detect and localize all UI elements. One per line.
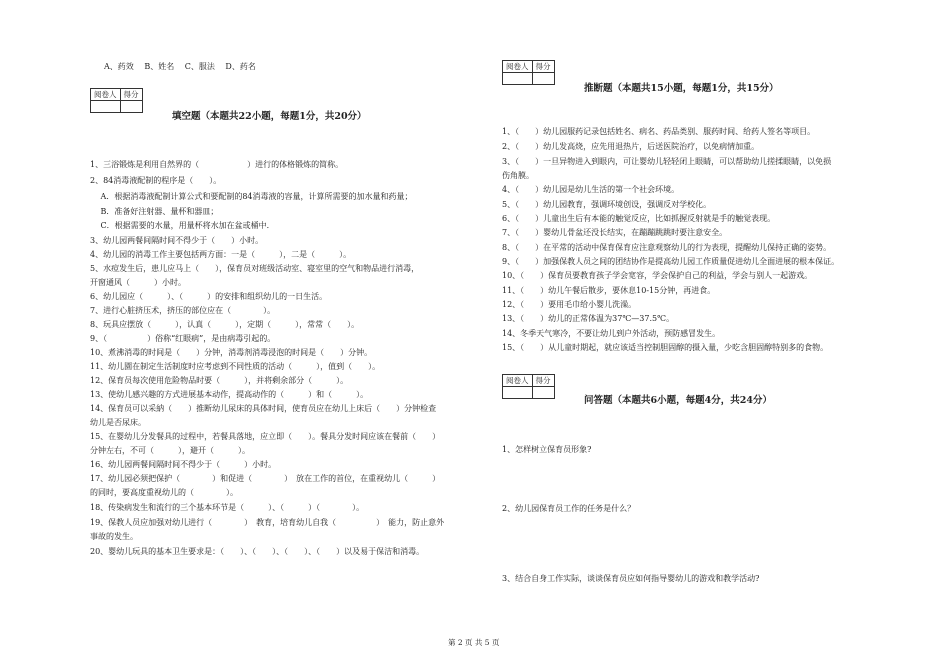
fill-blank-line: 19、保教人员应加强对幼儿进行（ ） 教育，培育幼儿自我（ ） 能力，防止意外 bbox=[90, 518, 445, 527]
fill-blank-line: 分钟左右，不可（ ），避开（ ）。 bbox=[90, 446, 250, 455]
judge-line: 1、（ ）幼儿园服药记录包括姓名、病名、药品类别、服药时间、给药人签名等项目。 bbox=[502, 127, 816, 136]
judge-line: 8、（ ）在平常的活动中保育保育应注意观察幼儿的行为表现，提醒幼儿保持正确的姿势。 bbox=[502, 243, 832, 252]
judge-title: 推断题（本题共15小题，每题1分，共15分） bbox=[584, 83, 779, 94]
fill-blank-line: 4、幼儿园的消毒工作主要包括两方面：一是（ ），二是（ ）。 bbox=[90, 250, 352, 259]
top-options: A、药效 B、姓名 C、服法 D、药名 bbox=[104, 62, 256, 71]
fill-blank-line: 事故的发生。 bbox=[90, 532, 138, 541]
fill-blank-line: 12、保育员每次使用危险物品时要（ ），并将剩余部分（ ）。 bbox=[90, 376, 349, 385]
reviewer-label: 阅卷人 bbox=[503, 375, 533, 387]
score-box-judge bbox=[502, 60, 555, 85]
fill-blank-line: C．根据需要的水量，用量杯将水加在盆或桶中． bbox=[90, 221, 275, 230]
score-label: 得分 bbox=[120, 89, 142, 101]
fill-blank-line: 14、保育员可以采納（ ）推断幼儿尿床的具体时间，使育员应在幼儿上床后（ ）分钟检查 bbox=[90, 404, 437, 413]
judge-line: 7、（ ）婴幼儿骨盆还没长结实，在蹦蹦跳跳时要注意安全。 bbox=[502, 228, 728, 237]
fill-blank-line: 的同时，要高度重视幼儿的（ ）。 bbox=[90, 488, 238, 497]
judge-line: 伤角膜。 bbox=[502, 171, 534, 180]
fill-blank-line: 16、幼儿园两餐间隔时间不得少于（ ）小时。 bbox=[90, 460, 277, 469]
fill-blank-line: 开窗通风（ ）小时。 bbox=[90, 278, 186, 287]
fill-blank-line: 5、水痘发生后，患儿应马上（ ），保育员对班级活动室、寝室里的空气和物品进行消毒， bbox=[90, 264, 420, 273]
judge-line: 3、（ ）一旦异物进入到眼内，可让婴幼儿轻轻闭上眼睛，可以帮助幼儿搓揉眼睛，以免损 bbox=[502, 157, 832, 166]
score-cell bbox=[120, 101, 142, 113]
qa-title: 问答题（本题共6小题，每题4分，共24分） bbox=[584, 395, 772, 406]
judge-line: 15、（ ）从儿童时期起，就应该适当控制胆固醇的摄入量，少吃含胆固醇特别多的食物。 bbox=[502, 343, 829, 352]
fill-blank-line: 10、煮沸消毒的时间是（ ）分钟，消毒剂消毒浸泡的时间是（ ）分钟。 bbox=[90, 348, 373, 357]
fill-blank-line: A．根据消毒液配制计算公式和要配制的84消毒液的容量，计算所需要的加水量和药量； bbox=[90, 192, 413, 201]
reviewer-label: 阅卷人 bbox=[503, 61, 533, 73]
score-label: 得分 bbox=[532, 61, 554, 73]
judge-line: 11、（ ）幼儿午餐后散步，要休息10-15分钟，再进食。 bbox=[502, 286, 716, 295]
fill-blank-line: 1、三浴锻炼是利用自然界的（ ）进行的体格锻炼的简称。 bbox=[90, 160, 344, 169]
judge-line: 6、（ ）儿童出生后有本能的触觉反应，比如抓握反射就是手的触觉表现。 bbox=[502, 214, 776, 223]
score-cell bbox=[532, 73, 554, 85]
reviewer-cell bbox=[91, 101, 121, 113]
judge-line: 10、（ ）保育员要教育孩子学会宽容，学会保护自己的利益，学会与别人一起游戏。 bbox=[502, 271, 813, 280]
reviewer-cell bbox=[503, 387, 533, 399]
fill-blank-line: B．准备好注射器、量杯和器皿； bbox=[90, 207, 219, 216]
fill-blank-title: 填空题（本题共22小题，每题1分，共20分） bbox=[172, 111, 367, 122]
qa-question: 2、幼儿园保育员工作的任务是什么？ bbox=[502, 504, 636, 513]
qa-question: 1、怎样树立保育员形象? bbox=[502, 445, 592, 454]
fill-blank-line: 幼儿是否尿床。 bbox=[90, 418, 146, 427]
fill-blank-line: 3、幼儿园两餐间隔时间不得少于（ ）小时。 bbox=[90, 236, 264, 245]
qa-question: 3、结合自身工作实际，谈谈保育员应如何指导婴幼儿的游戏和教学活动? bbox=[502, 574, 760, 583]
judge-line: 4、（ ）幼儿园是幼儿生活的第一个社会环境。 bbox=[502, 185, 680, 194]
fill-blank-line: 6、幼儿园应（ ）、（ ）的安排和组织幼儿的一日生活。 bbox=[90, 292, 328, 301]
judge-line: 5、（ ）幼儿园教育，强调环境创设，强调反对学校化。 bbox=[502, 200, 712, 209]
score-box-fill-blank bbox=[90, 88, 143, 113]
judge-line: 12、（ ）要用毛巾给小婴儿洗澡。 bbox=[502, 300, 637, 309]
judge-line: 9、（ ）加强保教人员之间的团结协作是提高幼儿园工作质量促进幼儿全面进展的根本保证。 bbox=[502, 257, 840, 266]
fill-blank-line: 7、进行心脏挤压术，挤压的部位应在（ ）。 bbox=[90, 306, 276, 315]
fill-blank-line: 8、玩具应摆放（ ），认真（ ），定期（ ），常常（ ）。 bbox=[90, 320, 360, 329]
judge-line: 2、（ ）幼儿发高烧，应先用退热片，后送医院治疗，以免病情加重。 bbox=[502, 142, 760, 151]
fill-blank-line: 20、婴幼儿玩具的基本卫生要求是：（ ）、（ ）、（ ）、（ ）以及易于保洁和消毒。 bbox=[90, 547, 425, 556]
page-number: 第 2 页 共 5 页 bbox=[448, 638, 500, 647]
fill-blank-line: 13、使幼儿感兴趣的方式进展基本动作，提高动作的（ ）和（ ）。 bbox=[90, 390, 369, 399]
score-cell bbox=[532, 387, 554, 399]
score-box-qa bbox=[502, 374, 555, 399]
score-label: 得分 bbox=[532, 375, 554, 387]
fill-blank-line: 17、幼儿园必须把保护（ ）和促进（ ） 放在工作的首位，在重视幼儿（ ） bbox=[90, 474, 441, 483]
reviewer-cell bbox=[503, 73, 533, 85]
fill-blank-line: 18、传染病发生和流行的三个基本环节是（ ）、（ ）（ ）。 bbox=[90, 503, 365, 512]
fill-blank-line: 2、84消毒液配制的程序是（ ）。 bbox=[90, 176, 222, 185]
judge-line: 13、（ ）幼儿的正常体温为37℃—37.5℃。 bbox=[502, 314, 675, 323]
reviewer-label: 阅卷人 bbox=[91, 89, 121, 101]
fill-blank-line: 9、（ ）俗称“红眼病”，是由病毒引起的。 bbox=[90, 334, 276, 343]
judge-line: 14、冬季天气寒冷，不要让幼儿到户外活动，预防感冒发生。 bbox=[502, 329, 721, 338]
fill-blank-line: 11、幼儿園在制定生活制度时应考虑到不同性质的活动（ ），值到（ ）。 bbox=[90, 362, 381, 371]
fill-blank-line: 15、在婴幼儿分发餐具的过程中，若餐具落地，应立即（ ）。餐具分发时间应该在餐前（ ） bbox=[90, 432, 441, 441]
